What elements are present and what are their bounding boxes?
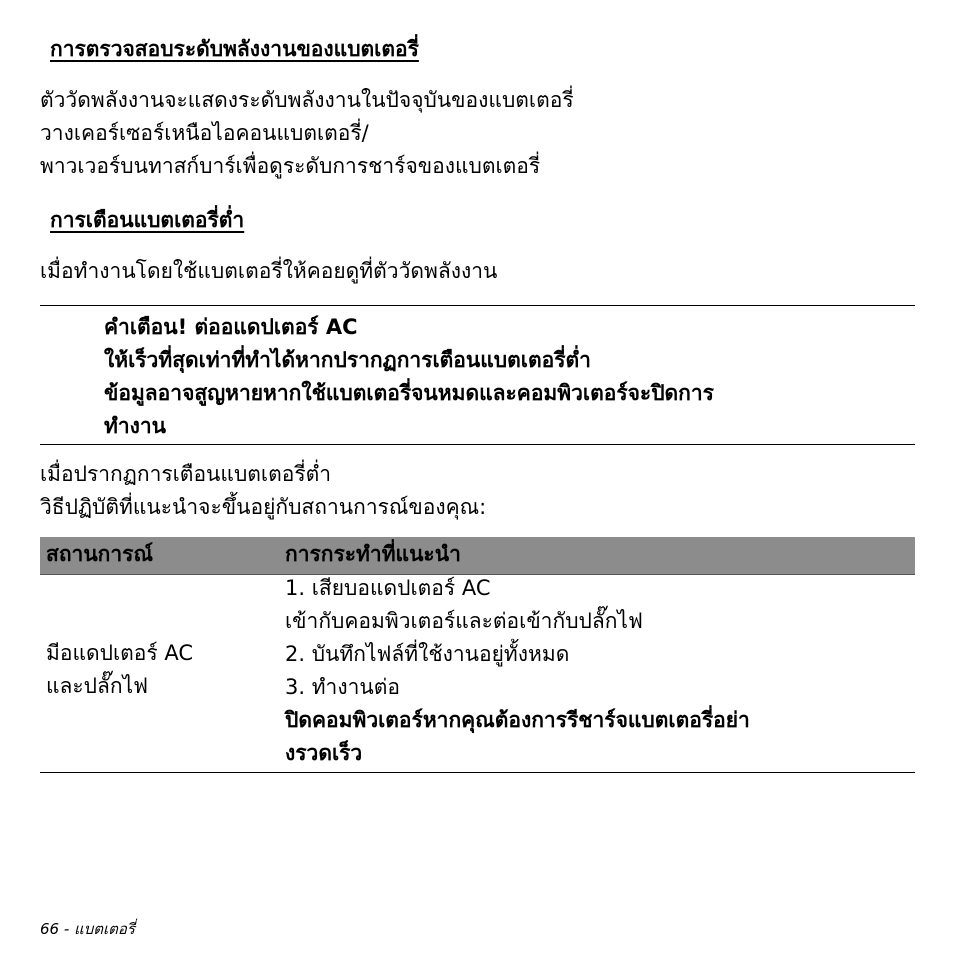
warning-line: ให้เร็วที่สุดเท่าที่ทำได้หากปรากฏการเตือนแบตเตอรี่ต่ำ — [104, 348, 591, 372]
paragraph-line: ตัววัดพลังงานจะแสดงระดับพลังงานในปัจจุบันของแบตเตอรี่ — [40, 88, 574, 112]
section-heading-low-battery-warning: การเตือนแบตเตอรี่ต่ำ — [50, 208, 245, 232]
table-header — [40, 537, 915, 575]
warning-line: คำเตือน! ต่ออแดปเตอร์ AC — [104, 315, 358, 339]
situation-line: มีอแดปเตอร์ AC — [46, 641, 193, 665]
action-line: เข้ากับคอมพิวเตอร์และต่อเข้ากับปลั๊กไฟ — [285, 609, 643, 633]
warning-top-rule — [40, 305, 915, 306]
table-cell-actions — [285, 572, 750, 770]
warning-bottom-rule — [40, 444, 915, 445]
warning-line: ข้อมูลอาจสูญหายหากใช้แบตเตอรี่จนหมดและคอมพิวเตอร์จะปิดการ — [104, 381, 714, 405]
table-header-action: การกระทำที่แนะนำ — [285, 542, 461, 566]
warning-line: ทำงาน — [104, 414, 167, 438]
paragraph-line: พาวเวอร์บนทาสก์บาร์เพื่อดูระดับการชาร์จของแบตเตอรี่ — [40, 154, 541, 178]
low-battery-intro: เมื่อทำงานโดยใช้แบตเตอรี่ให้คอยดูที่ตัววัดพลังงาน — [40, 259, 498, 283]
section-heading-battery-level: การตรวจสอบระดับพลังงานของแบตเตอรี่ — [50, 37, 419, 61]
table-header-situation: สถานการณ์ — [46, 542, 153, 566]
situation-line: และปลั๊กไฟ — [46, 674, 149, 698]
page-footer: 66 - แบตเตอรี่ — [40, 920, 135, 938]
paragraph-line: วิธีปฏิบัติที่แนะนำจะขึ้นอยู่กับสถานการณ์ของคุณ: — [40, 495, 487, 519]
paragraph-line: เมื่อปรากฏการเตือนแบตเตอรี่ต่ำ — [40, 462, 332, 486]
table-cell-situation — [46, 637, 193, 703]
table-bottom-rule — [40, 772, 915, 773]
paragraph-line: วางเคอร์เซอร์เหนือไอคอนแบตเตอรี่/ — [40, 121, 369, 145]
battery-level-paragraph — [40, 84, 574, 183]
action-line: 1. เสียบอแดปเตอร์ AC — [285, 576, 491, 600]
action-line: 2. บันทึกไฟล์ที่ใช้งานอยู่ทั้งหมด — [285, 642, 570, 666]
after-warning-paragraph — [40, 458, 486, 524]
action-line-bold: งรวดเร็ว — [285, 741, 363, 765]
action-line-bold: ปิดคอมพิวเตอร์หากคุณต้องการรีชาร์จแบตเตอรี่อย่า — [285, 708, 750, 732]
action-line: 3. ทำงานต่อ — [285, 675, 400, 699]
warning-box — [104, 311, 714, 443]
